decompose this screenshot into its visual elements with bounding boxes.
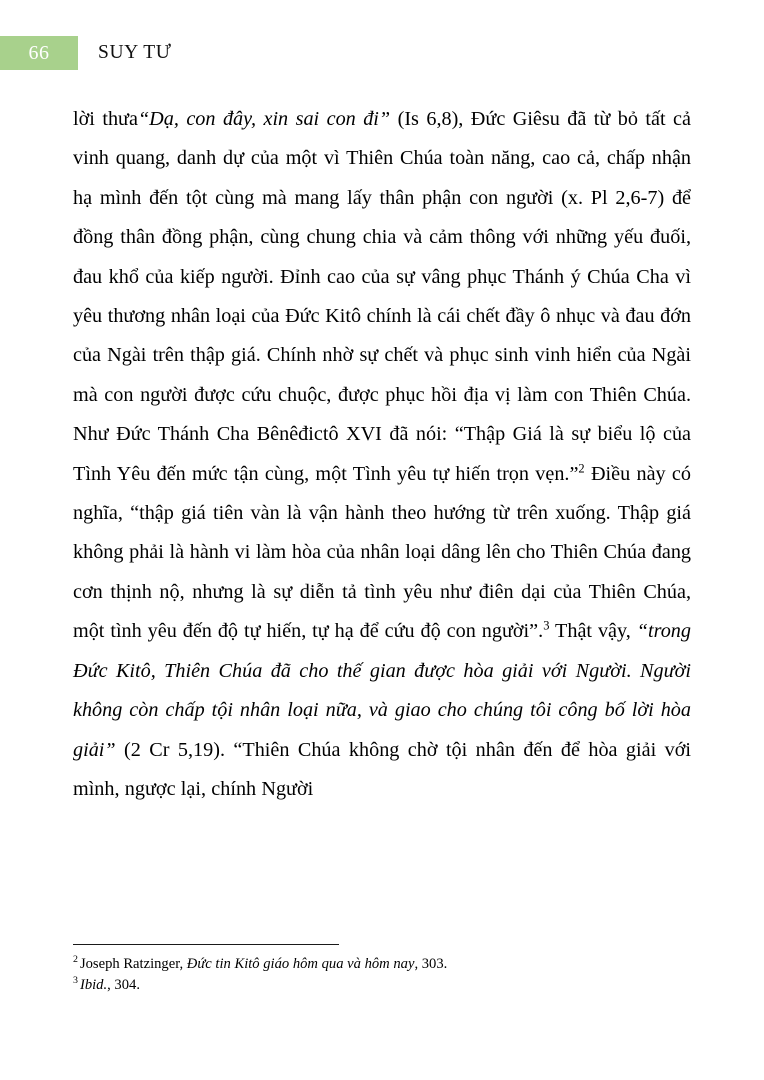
footnote-entry <box>73 975 691 996</box>
body-text-4: Điều này có nghĩa, “thập giá tiên vàn là vận hành theo hướng từ trên xuống. Thập giá không phải là hành vi làm hòa của nhân loại dâng lên cho Thiên Chúa đang cơn thịnh nộ, nhưng là sự diễn tả tình yêu như điên dại của Thiên Chúa, một tình yêu đến độ tự hiến, tự hạ để cứu độ con người”. <box>73 462 691 643</box>
body-text-8: (2 Cr 5,19). “Thiên Chúa không chờ tội nhân đến để hòa giải với mình, ngược lại, chính Người <box>73 738 691 800</box>
footnote-2-text-2: , 303. <box>414 956 448 972</box>
footnote-3-italic-0: Ibid. <box>79 977 108 993</box>
body-text-2: (Is 6,8), Đức Giêsu đã từ bỏ tất cả vinh quang, danh dự của một vì Thiên Chúa toàn năng, cao cả, chấp nhận hạ mình đến tột cùng mà mang lấy thân phận con người (x. Pl 2,6-7) để đồng thân đồng phận, cùng chung chia và cảm thông với những yếu đuối, đau khổ của kiếp người. Đỉnh cao của sự vâng phục Thánh ý Chúa Cha vì yêu thương nhân loại của Đức Kitô chính là cái chết đầy ô nhục và đau đớn của Ngài trên thập giá. Chính nhờ sự chết và phục sinh vinh hiển của Ngài mà con người được cứu chuộc, được phục hồi địa vị làm con Thiên Chúa. Như Đức Thánh Cha Bênêđictô XVI đã nói: “Thập Giá là sự biểu lộ của Tình Yêu đến mức tận cùng, một Tình yêu tự hiến trọn vẹn.” <box>73 108 691 485</box>
running-title: SUY TƯ <box>98 42 172 63</box>
body-italic-1: “Dạ, con đây, xin sai con đi” <box>137 108 391 130</box>
page-number: 66 <box>28 42 50 64</box>
footnote-2-text-0: Joseph Ratzinger, <box>79 956 187 972</box>
body-column <box>73 100 691 809</box>
footnote-marker-3[interactable]: 3 <box>543 618 550 633</box>
footnote-3-text-1: , 304. <box>107 977 140 993</box>
footnote-separator-rule <box>73 944 339 945</box>
footnote-area <box>73 944 691 996</box>
body-text-6: Thật vậy, <box>549 620 637 643</box>
footnote-list <box>73 954 691 996</box>
footnote-number-3: 3 <box>73 975 78 987</box>
body-paragraph <box>73 100 691 809</box>
footnote-2-italic-1: Đức tin Kitô giáo hôm qua và hôm nay <box>186 956 415 972</box>
folio-block <box>0 36 78 70</box>
footnote-number-2: 2 <box>73 954 78 966</box>
footnote-marker-2[interactable]: 2 <box>578 460 585 475</box>
footnote-entry <box>73 954 691 975</box>
body-text-0: lời thưa <box>73 108 138 130</box>
body-italic-7: “trong Đức Kitô, Thiên Chúa đã cho thế gian được hòa giải với Người. Người không còn chấp tội nhân loại nữa, và giao cho chúng tôi công bố lời hòa giải” <box>73 620 691 761</box>
running-head <box>0 36 764 70</box>
